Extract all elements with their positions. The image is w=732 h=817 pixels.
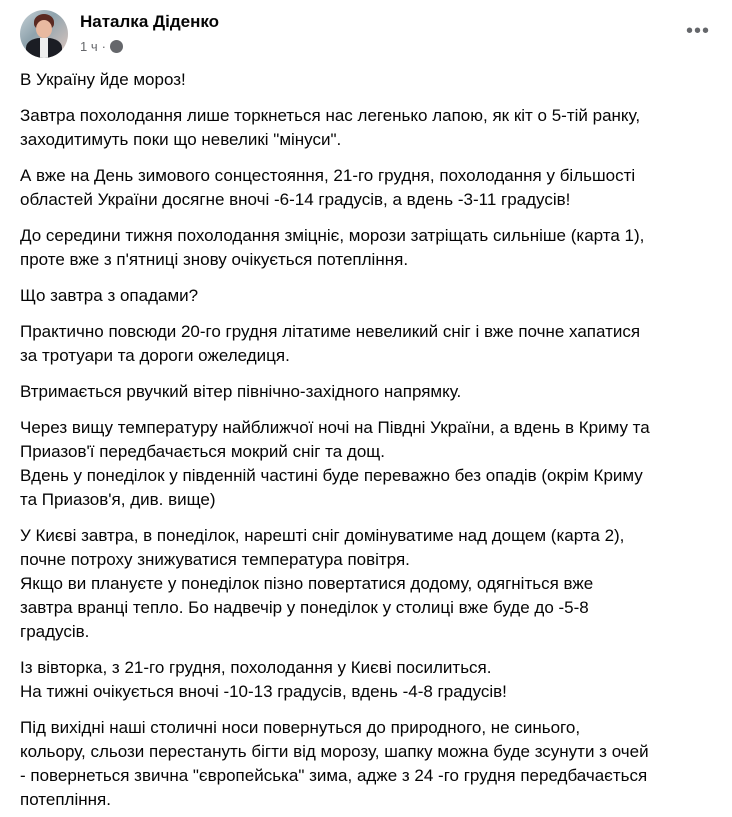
avatar[interactable] <box>20 10 68 58</box>
text-line: областей України досягне вночі -6-14 градусів, а вдень -3-11 градусів! <box>20 190 571 209</box>
paragraph <box>20 164 712 212</box>
text-line: В Україну йде мороз! <box>20 70 186 89</box>
paragraph <box>20 224 712 272</box>
paragraph <box>20 716 712 812</box>
post-header <box>0 0 732 68</box>
text-line: А вже на День зимового сонцестояння, 21-го грудня, похолодання у більшості <box>20 166 636 185</box>
text-line: та Приазов'я, див. вище) <box>20 490 216 509</box>
paragraph <box>20 656 712 704</box>
post-meta <box>80 39 123 54</box>
text-line: почне потроху знижуватися температура повітря. <box>20 550 410 569</box>
text-line: На тижні очікується вночі -10-13 градусів, вдень -4-8 градусів! <box>20 682 507 701</box>
post-text <box>0 68 732 812</box>
paragraph <box>20 416 712 512</box>
text-line: градусів. <box>20 622 90 641</box>
paragraph <box>20 524 712 644</box>
text-line: Втримається рвучкий вітер північно-західного напрямку. <box>20 382 462 401</box>
more-options-button[interactable] <box>686 20 710 43</box>
paragraph <box>20 68 712 92</box>
ellipsis-icon: ••• <box>685 20 710 42</box>
text-line: У Києві завтра, в понеділок, нарешті сніг домінуватиме над дощем (карта 2), <box>20 526 625 545</box>
paragraph <box>20 380 712 404</box>
author-name[interactable]: Наталка Діденко <box>80 12 220 31</box>
text-line: проте вже з п'ятниці знову очікується потепління. <box>20 250 409 269</box>
paragraph <box>20 104 712 152</box>
post-time[interactable]: 1 ч <box>80 39 98 54</box>
globe-icon[interactable] <box>110 40 123 53</box>
text-line: Якщо ви плануєте у понеділок пізно повертатися додому, одягніться вже <box>20 574 594 593</box>
paragraph <box>20 320 712 368</box>
text-line: за тротуари та дороги ожеледиця. <box>20 346 290 365</box>
text-line: Що завтра з опадами? <box>20 286 199 305</box>
text-line: До середини тижня похолодання зміцніє, морози затріщать сильніше (карта 1), <box>20 226 645 245</box>
text-line: - повернеться звична "європейська" зима, адже з 24 -го грудня передбачається <box>20 766 648 785</box>
text-line: Через вищу температуру найближчої ночі на Півдні України, а вдень в Криму та <box>20 418 650 437</box>
text-line: потепління. <box>20 790 111 809</box>
text-line: Завтра похолодання лише торкнеться нас легенько лапою, як кіт о 5-тій ранку, <box>20 106 641 125</box>
text-line: Під вихідні наші столичні носи повернуться до природного, не синього, <box>20 718 581 737</box>
text-line: Приазов'ї передбачається мокрий сніг та дощ. <box>20 442 386 461</box>
paragraph <box>20 284 712 308</box>
text-line: завтра вранці тепло. Бо надвечір у понеділок у столиці вже буде до -5-8 <box>20 598 589 617</box>
text-line: Практично повсюди 20-го грудня літатиме невеликий сніг і вже почне хапатися <box>20 322 641 341</box>
text-line: заходитимуть поки що невеликі "мінуси". <box>20 130 342 149</box>
text-line: Вдень у понеділок у південній частині буде переважно без опадів (окрім Криму <box>20 466 643 485</box>
text-line: кольору, сльози перестануть бігти від морозу, шапку можна буде зсунути з очей <box>20 742 649 761</box>
separator: · <box>101 39 106 54</box>
text-line: Із вівторка, з 21-го грудня, похолодання у Києві посилиться. <box>20 658 492 677</box>
